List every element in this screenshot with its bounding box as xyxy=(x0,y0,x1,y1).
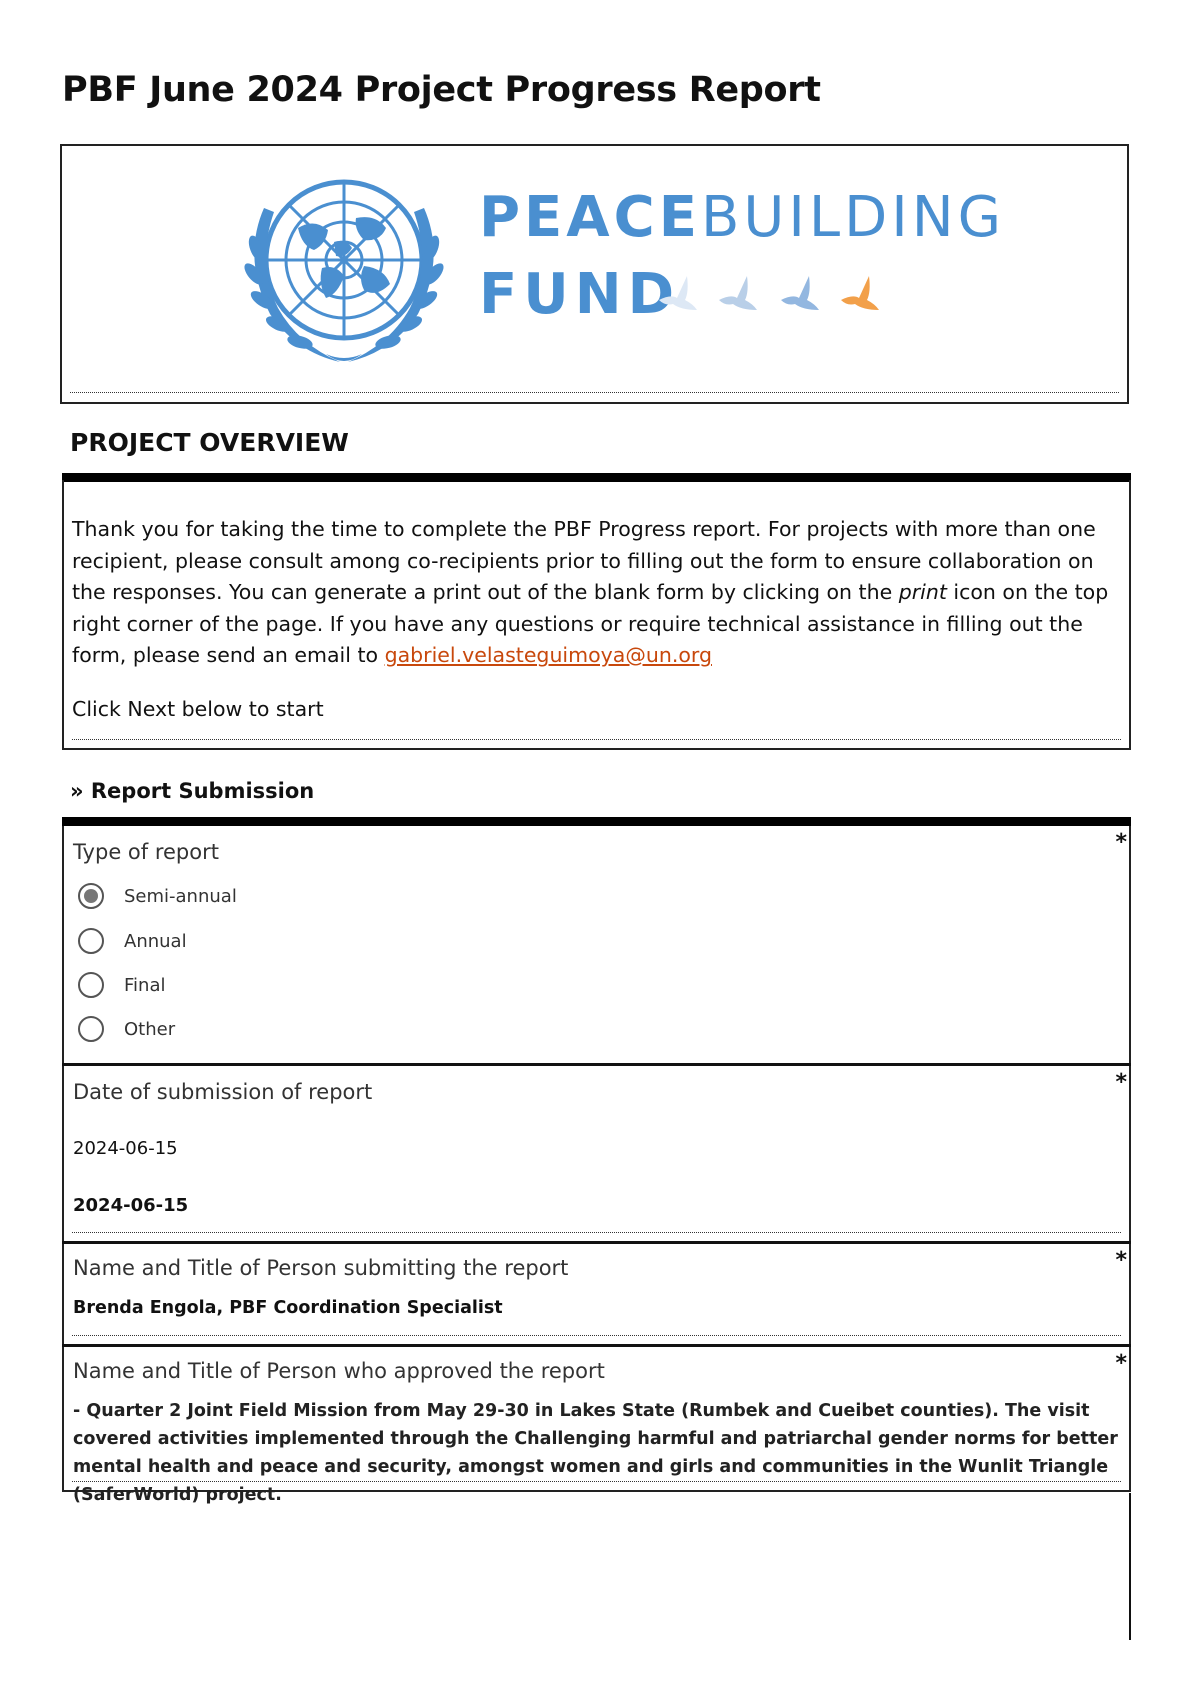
radio-option-semi-annual[interactable]: Semi-annual xyxy=(78,881,237,911)
required-marker: * xyxy=(1115,1248,1127,1273)
page-border-line xyxy=(1129,1493,1131,1640)
divider xyxy=(72,1335,1121,1336)
divider xyxy=(72,739,1121,740)
radio-option-other[interactable]: Other xyxy=(78,1014,175,1044)
divider xyxy=(72,1481,1121,1482)
approver-value: - Quarter 2 Joint Field Mission from May 29-30 in Lakes State (Rumbek and Cueibet counties). The visit covered activities implemented through the Challenging harmful and patriarchal gender norms for better mental health and peace and security, amongst women and girls and communities in the Wunlit Triangle (SaferWorld) project. xyxy=(73,1401,1118,1505)
required-marker: * xyxy=(1115,1070,1127,1095)
required-marker: * xyxy=(1115,830,1127,855)
section-bar xyxy=(62,817,1131,826)
radio-button[interactable] xyxy=(78,972,104,998)
radio-button[interactable] xyxy=(78,928,104,954)
question-label: Name and Title of Person submitting the report xyxy=(73,1256,569,1280)
doves-icon xyxy=(657,270,897,320)
question-approver xyxy=(62,1347,1131,1505)
question-label: Name and Title of Person who approved the report xyxy=(73,1359,605,1383)
print-word: print xyxy=(898,580,947,604)
divider xyxy=(72,1232,1121,1233)
un-emblem-icon xyxy=(226,168,462,368)
section-heading-project-overview: PROJECT OVERVIEW xyxy=(70,428,349,457)
required-marker: * xyxy=(1115,1351,1127,1376)
brand-title-line1: PEACEBUILDING xyxy=(479,185,1006,250)
radio-option-final[interactable]: Final xyxy=(78,970,165,1000)
date-value-answer: 2024-06-15 xyxy=(73,1195,189,1216)
radio-option-annual[interactable]: Annual xyxy=(78,926,187,956)
question-label: Type of report xyxy=(73,840,219,864)
start-instruction: Click Next below to start xyxy=(72,696,324,721)
email-link[interactable]: gabriel.velasteguimoya@un.org xyxy=(384,643,712,667)
submitter-value: Brenda Engola, PBF Coordination Specialist xyxy=(73,1298,503,1318)
divider xyxy=(70,392,1119,393)
question-submitter xyxy=(62,1244,1131,1345)
section-heading-report-submission: » Report Submission xyxy=(70,779,315,803)
brand-title-line2: FUND xyxy=(479,262,681,327)
date-value: 2024-06-15 xyxy=(73,1138,178,1159)
radio-button[interactable] xyxy=(78,883,104,909)
question-type-of-report xyxy=(62,826,1131,1064)
intro-text: Thank you for taking the time to complete the PBF Progress report. For projects with more than one recipient, please consult among co-recipients prior to filling out the form to ensure collaboration on the responses. You can generate a print out of the blank form by clicking on the print icon on the top right corner of the page. If you have any questions or require technical assistance in filling out the form, please send an email to gabriel.velasteguimoya@un.org xyxy=(72,517,1109,667)
logo-banner xyxy=(60,144,1129,404)
overview-panel xyxy=(62,480,1131,750)
page-title: PBF June 2024 Project Progress Report xyxy=(62,70,821,110)
radio-button[interactable] xyxy=(78,1016,104,1042)
question-date-of-submission xyxy=(62,1066,1131,1242)
question-label: Date of submission of report xyxy=(73,1080,373,1104)
